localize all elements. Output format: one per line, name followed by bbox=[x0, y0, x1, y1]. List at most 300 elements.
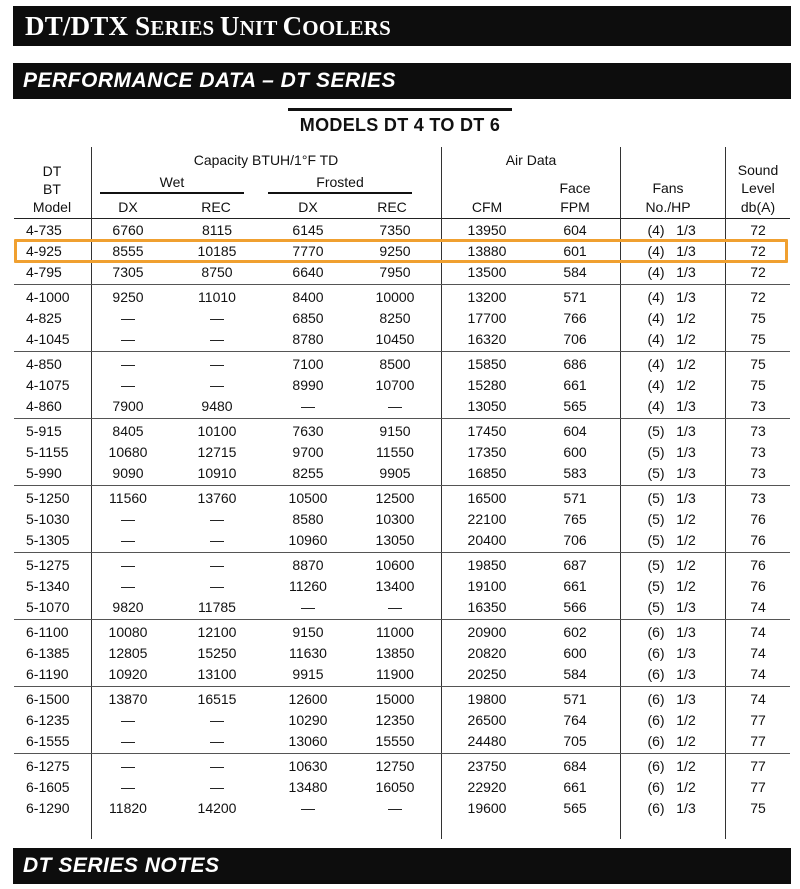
row-group bbox=[14, 555, 790, 618]
cell-fpm: 565 bbox=[563, 800, 587, 816]
cell-fan-count: (6) bbox=[647, 645, 665, 661]
cell-wet-rec: — bbox=[210, 733, 224, 749]
cell-fan-hp: 1/2 bbox=[676, 779, 696, 795]
cell-sound-level: 77 bbox=[750, 712, 766, 728]
header-sound-line1: Sound bbox=[737, 162, 779, 178]
table-row bbox=[14, 308, 790, 329]
cell-frosted-dx: 8780 bbox=[292, 331, 324, 347]
row-group bbox=[14, 421, 790, 484]
page-title: DT/DTX SERIES UNIT COOLERS bbox=[25, 11, 392, 41]
cell-frosted-rec: 12500 bbox=[375, 490, 415, 506]
cell-wet-rec: 9480 bbox=[201, 398, 233, 414]
cell-wet-rec: 15250 bbox=[197, 645, 237, 661]
cell-wet-dx: — bbox=[121, 758, 135, 774]
group-separator bbox=[14, 552, 790, 553]
cell-cfm: 16320 bbox=[467, 331, 507, 347]
header-wet-rec: REC bbox=[201, 199, 231, 215]
table-row bbox=[14, 643, 790, 664]
cell-fan-count: (5) bbox=[647, 557, 665, 573]
cell-cfm: 20820 bbox=[467, 645, 507, 661]
cell-sound-level: 75 bbox=[750, 377, 766, 393]
cell-fan-count: (4) bbox=[647, 398, 665, 414]
cell-fan-hp: 1/2 bbox=[676, 532, 696, 548]
cell-fpm: 566 bbox=[563, 599, 587, 615]
cell-fan-count: (6) bbox=[647, 624, 665, 640]
cell-fan-hp: 1/3 bbox=[676, 645, 696, 661]
table-row bbox=[14, 354, 790, 375]
table-row bbox=[14, 463, 790, 484]
cell-model: 4-1045 bbox=[26, 331, 70, 347]
cell-fpm: 705 bbox=[563, 733, 587, 749]
cell-model: 4-735 bbox=[26, 222, 62, 238]
cell-frosted-dx: 11260 bbox=[289, 578, 327, 594]
cell-wet-dx: 8405 bbox=[112, 423, 144, 439]
cell-fan-count: (6) bbox=[647, 691, 665, 707]
cell-frosted-dx: 9915 bbox=[292, 666, 324, 682]
cell-model: 5-990 bbox=[26, 465, 62, 481]
cell-frosted-rec: 7950 bbox=[379, 264, 411, 280]
cell-fan-count: (4) bbox=[647, 331, 665, 347]
cell-cfm: 17450 bbox=[467, 423, 507, 439]
table-row bbox=[14, 509, 790, 530]
table-row bbox=[14, 421, 790, 442]
table-row bbox=[14, 220, 790, 241]
cell-wet-dx: — bbox=[121, 377, 135, 393]
cell-frosted-rec: 10600 bbox=[375, 557, 415, 573]
cell-fan-hp: 1/3 bbox=[676, 800, 696, 816]
cell-fpm: 600 bbox=[563, 444, 587, 460]
cell-wet-rec: — bbox=[210, 356, 224, 372]
cell-wet-dx: 12805 bbox=[108, 645, 148, 661]
cell-sound-level: 76 bbox=[750, 511, 766, 527]
cell-sound-level: 74 bbox=[750, 691, 766, 707]
cell-fpm: 601 bbox=[563, 243, 587, 259]
cell-fpm: 571 bbox=[563, 691, 587, 707]
cell-wet-dx: 10680 bbox=[108, 444, 148, 460]
cell-sound-level: 73 bbox=[750, 423, 766, 439]
cell-sound-level: 76 bbox=[750, 557, 766, 573]
cell-model: 5-1305 bbox=[26, 532, 70, 548]
header-wet: Wet bbox=[159, 174, 185, 190]
cell-wet-dx: — bbox=[121, 310, 135, 326]
cell-wet-dx: — bbox=[121, 779, 135, 795]
cell-frosted-dx: 10290 bbox=[288, 712, 328, 728]
cell-model: 5-1155 bbox=[26, 444, 69, 460]
wet-underline bbox=[100, 192, 244, 194]
cell-fpm: 565 bbox=[563, 398, 587, 414]
cell-model: 6-1275 bbox=[26, 758, 70, 774]
cell-fan-hp: 1/2 bbox=[676, 557, 696, 573]
cell-fan-count: (5) bbox=[647, 465, 665, 481]
cell-model: 5-1275 bbox=[26, 557, 70, 573]
cell-wet-dx: — bbox=[121, 733, 135, 749]
cell-fpm: 584 bbox=[563, 264, 587, 280]
cell-fan-hp: 1/3 bbox=[676, 398, 696, 414]
cell-sound-level: 72 bbox=[750, 222, 766, 238]
cell-frosted-dx: 6145 bbox=[292, 222, 324, 238]
cell-model: 6-1235 bbox=[26, 712, 70, 728]
header-frosted-dx: DX bbox=[298, 199, 318, 215]
cell-frosted-rec: 16050 bbox=[375, 779, 415, 795]
table-row bbox=[14, 710, 790, 731]
cell-wet-rec: 11010 bbox=[198, 289, 236, 305]
cell-fan-hp: 1/3 bbox=[676, 289, 696, 305]
table-row bbox=[14, 622, 790, 643]
cell-wet-rec: — bbox=[210, 712, 224, 728]
cell-fpm: 571 bbox=[563, 490, 587, 506]
cell-wet-dx: 9090 bbox=[112, 465, 144, 481]
cell-frosted-dx: 7770 bbox=[292, 243, 324, 259]
cell-wet-dx: — bbox=[121, 557, 135, 573]
cell-frosted-rec: — bbox=[388, 398, 402, 414]
cell-frosted-rec: 12350 bbox=[375, 712, 415, 728]
header-air-data: Air Data bbox=[505, 152, 557, 168]
header-sound-line3: db(A) bbox=[740, 199, 776, 215]
cell-sound-level: 72 bbox=[750, 289, 766, 305]
cell-frosted-rec: — bbox=[388, 800, 402, 816]
cell-cfm: 15850 bbox=[467, 356, 507, 372]
cell-frosted-dx: 7630 bbox=[292, 423, 324, 439]
cell-model: 6-1555 bbox=[26, 733, 70, 749]
cell-fan-hp: 1/3 bbox=[676, 666, 696, 682]
header-fans-line1: Fans bbox=[652, 180, 684, 196]
cell-frosted-dx: 8580 bbox=[292, 511, 324, 527]
cell-fpm: 661 bbox=[563, 578, 587, 594]
cell-cfm: 13880 bbox=[467, 243, 507, 259]
cell-sound-level: 72 bbox=[750, 264, 766, 280]
header-cfm: CFM bbox=[471, 199, 503, 215]
cell-frosted-rec: 13050 bbox=[375, 532, 415, 548]
cell-wet-rec: — bbox=[210, 532, 224, 548]
group-separator bbox=[14, 686, 790, 687]
cell-model: 4-925 bbox=[26, 243, 62, 259]
cell-wet-dx: 10080 bbox=[108, 624, 148, 640]
cell-fpm: 661 bbox=[563, 779, 587, 795]
table-row bbox=[14, 442, 790, 463]
table-row bbox=[14, 287, 790, 308]
cell-frosted-rec: 13400 bbox=[375, 578, 415, 594]
cell-frosted-rec: 13850 bbox=[375, 645, 415, 661]
cell-fan-count: (6) bbox=[647, 712, 665, 728]
cell-fan-hp: 1/3 bbox=[676, 599, 696, 615]
cell-fan-count: (6) bbox=[647, 800, 665, 816]
cell-wet-rec: 13100 bbox=[197, 666, 237, 682]
cell-frosted-rec: 11550 bbox=[376, 444, 414, 460]
cell-fpm: 604 bbox=[563, 423, 587, 439]
cell-sound-level: 74 bbox=[750, 624, 766, 640]
cell-model: 4-1000 bbox=[26, 289, 70, 305]
cell-frosted-rec: 11900 bbox=[376, 666, 414, 682]
cell-cfm: 16850 bbox=[467, 465, 507, 481]
table-row bbox=[14, 530, 790, 551]
cell-sound-level: 75 bbox=[750, 331, 766, 347]
cell-sound-level: 74 bbox=[750, 645, 766, 661]
cell-cfm: 20900 bbox=[467, 624, 507, 640]
section-title: PERFORMANCE DATA – DT SERIES bbox=[23, 69, 396, 92]
table-row bbox=[14, 664, 790, 685]
cell-fan-hp: 1/2 bbox=[676, 712, 696, 728]
cell-frosted-rec: 9250 bbox=[379, 243, 411, 259]
cell-cfm: 19600 bbox=[467, 800, 507, 816]
table-row bbox=[14, 597, 790, 618]
cell-frosted-dx: — bbox=[301, 599, 315, 615]
cell-frosted-rec: 10000 bbox=[375, 289, 415, 305]
cell-fan-hp: 1/2 bbox=[676, 578, 696, 594]
group-separator bbox=[14, 284, 790, 285]
cell-fan-hp: 1/3 bbox=[676, 624, 696, 640]
cell-cfm: 19850 bbox=[467, 557, 507, 573]
cell-model: 6-1385 bbox=[26, 645, 70, 661]
cell-fpm: 706 bbox=[563, 331, 587, 347]
cell-fpm: 600 bbox=[563, 645, 587, 661]
cell-fan-hp: 1/3 bbox=[676, 490, 696, 506]
cell-sound-level: 75 bbox=[750, 800, 766, 816]
header-face-line2: FPM bbox=[560, 199, 590, 215]
cell-wet-rec: — bbox=[210, 557, 224, 573]
cell-wet-rec: — bbox=[210, 578, 224, 594]
performance-table bbox=[14, 220, 790, 819]
table-row bbox=[14, 488, 790, 509]
header-model-line1: DT bbox=[42, 163, 62, 179]
cell-sound-level: 72 bbox=[750, 243, 766, 259]
cell-wet-rec: 16515 bbox=[197, 691, 237, 707]
cell-frosted-rec: 8500 bbox=[379, 356, 411, 372]
header-sound-line2: Level bbox=[741, 180, 775, 196]
cell-fan-count: (5) bbox=[647, 532, 665, 548]
cell-wet-rec: — bbox=[210, 331, 224, 347]
cell-fan-hp: 1/2 bbox=[676, 733, 696, 749]
cell-wet-dx: — bbox=[121, 712, 135, 728]
cell-fan-count: (4) bbox=[647, 243, 665, 259]
header-model-line3: Model bbox=[32, 199, 72, 215]
frosted-underline bbox=[268, 192, 412, 194]
cell-fpm: 687 bbox=[563, 557, 587, 573]
cell-wet-dx: — bbox=[121, 532, 135, 548]
cell-frosted-dx: 11630 bbox=[289, 645, 327, 661]
cell-sound-level: 75 bbox=[750, 310, 766, 326]
cell-frosted-rec: 12750 bbox=[375, 758, 415, 774]
cell-cfm: 20250 bbox=[467, 666, 507, 682]
cell-model: 4-860 bbox=[26, 398, 62, 414]
cell-wet-rec: 13760 bbox=[197, 490, 237, 506]
table-row bbox=[14, 777, 790, 798]
header-bottom-rule bbox=[14, 218, 790, 219]
cell-sound-level: 74 bbox=[750, 666, 766, 682]
cell-fan-hp: 1/3 bbox=[676, 465, 696, 481]
cell-wet-rec: — bbox=[210, 758, 224, 774]
row-group bbox=[14, 622, 790, 685]
table-row bbox=[14, 375, 790, 396]
cell-wet-dx: — bbox=[121, 578, 135, 594]
table-row bbox=[14, 555, 790, 576]
cell-frosted-dx: 12600 bbox=[288, 691, 328, 707]
cell-cfm: 15280 bbox=[467, 377, 507, 393]
cell-cfm: 24480 bbox=[467, 733, 507, 749]
cell-fpm: 684 bbox=[563, 758, 587, 774]
title-bar bbox=[13, 6, 791, 46]
header-wet-dx: DX bbox=[118, 199, 138, 215]
table-subtitle-block bbox=[288, 108, 512, 136]
cell-sound-level: 73 bbox=[750, 490, 766, 506]
cell-fan-count: (5) bbox=[647, 423, 665, 439]
table-row bbox=[14, 731, 790, 752]
cell-fan-count: (4) bbox=[647, 377, 665, 393]
table-row bbox=[14, 396, 790, 417]
cell-wet-dx: — bbox=[121, 331, 135, 347]
cell-wet-rec: — bbox=[210, 511, 224, 527]
cell-frosted-dx: 8255 bbox=[292, 465, 324, 481]
cell-wet-dx: 10920 bbox=[108, 666, 148, 682]
cell-frosted-rec: 8250 bbox=[379, 310, 411, 326]
cell-fan-hp: 1/3 bbox=[676, 222, 696, 238]
cell-cfm: 13200 bbox=[467, 289, 507, 305]
cell-fan-count: (4) bbox=[647, 264, 665, 280]
cell-fan-count: (6) bbox=[647, 666, 665, 682]
cell-sound-level: 76 bbox=[750, 578, 766, 594]
cell-fpm: 571 bbox=[563, 289, 587, 305]
cell-frosted-dx: — bbox=[301, 398, 315, 414]
cell-wet-rec: 10910 bbox=[197, 465, 237, 481]
cell-frosted-rec: 15550 bbox=[375, 733, 415, 749]
cell-model: 5-1250 bbox=[26, 490, 70, 506]
cell-model: 5-1070 bbox=[26, 599, 70, 615]
cell-frosted-dx: 10500 bbox=[288, 490, 328, 506]
cell-wet-rec: 10185 bbox=[197, 243, 237, 259]
cell-frosted-rec: 15000 bbox=[375, 691, 415, 707]
cell-frosted-dx: 9150 bbox=[292, 624, 324, 640]
header-frosted-rec: REC bbox=[377, 199, 407, 215]
cell-sound-level: 77 bbox=[750, 758, 766, 774]
cell-model: 6-1605 bbox=[26, 779, 70, 795]
cell-fan-count: (6) bbox=[647, 733, 665, 749]
cell-wet-rec: 12100 bbox=[197, 624, 237, 640]
cell-cfm: 13950 bbox=[467, 222, 507, 238]
cell-fan-hp: 1/3 bbox=[676, 264, 696, 280]
cell-wet-rec: 8750 bbox=[201, 264, 233, 280]
cell-sound-level: 75 bbox=[750, 356, 766, 372]
cell-frosted-dx: 6640 bbox=[292, 264, 324, 280]
cell-cfm: 13500 bbox=[467, 264, 507, 280]
cell-fpm: 706 bbox=[563, 532, 587, 548]
row-group bbox=[14, 689, 790, 752]
cell-cfm: 19100 bbox=[467, 578, 507, 594]
cell-frosted-rec: 9150 bbox=[379, 423, 411, 439]
cell-wet-dx: — bbox=[121, 356, 135, 372]
cell-fan-hp: 1/2 bbox=[676, 377, 696, 393]
group-separator bbox=[14, 485, 790, 486]
notes-header bbox=[13, 848, 791, 884]
cell-cfm: 23750 bbox=[467, 758, 507, 774]
cell-cfm: 17700 bbox=[467, 310, 507, 326]
cell-fan-hp: 1/3 bbox=[676, 691, 696, 707]
cell-fpm: 686 bbox=[563, 356, 587, 372]
cell-wet-rec: 11785 bbox=[198, 599, 236, 615]
cell-frosted-dx: 8400 bbox=[292, 289, 324, 305]
cell-frosted-dx: 10630 bbox=[288, 758, 328, 774]
cell-frosted-dx: 6850 bbox=[292, 310, 324, 326]
table-subtitle: MODELS DT 4 TO DT 6 bbox=[299, 115, 501, 135]
cell-fan-hp: 1/3 bbox=[676, 243, 696, 259]
cell-cfm: 16350 bbox=[467, 599, 507, 615]
table-row bbox=[14, 329, 790, 350]
subtitle-rule bbox=[288, 108, 512, 111]
cell-frosted-rec: 10300 bbox=[375, 511, 415, 527]
cell-wet-rec: — bbox=[210, 377, 224, 393]
cell-fan-count: (4) bbox=[647, 289, 665, 305]
cell-cfm: 22100 bbox=[467, 511, 507, 527]
cell-model: 4-850 bbox=[26, 356, 62, 372]
cell-fan-count: (5) bbox=[647, 578, 665, 594]
cell-model: 6-1100 bbox=[26, 624, 69, 640]
cell-fpm: 583 bbox=[563, 465, 587, 481]
cell-fan-count: (5) bbox=[647, 599, 665, 615]
table-row bbox=[14, 689, 790, 710]
cell-sound-level: 76 bbox=[750, 532, 766, 548]
cell-fpm: 604 bbox=[563, 222, 587, 238]
cell-frosted-dx: 9700 bbox=[292, 444, 324, 460]
cell-frosted-dx: 13480 bbox=[288, 779, 328, 795]
cell-fpm: 765 bbox=[563, 511, 587, 527]
cell-model: 4-825 bbox=[26, 310, 62, 326]
cell-wet-dx: 7305 bbox=[112, 264, 144, 280]
cell-fan-count: (4) bbox=[647, 222, 665, 238]
cell-fan-hp: 1/2 bbox=[676, 310, 696, 326]
cell-fpm: 584 bbox=[563, 666, 587, 682]
cell-model: 5-915 bbox=[26, 423, 62, 439]
cell-frosted-rec: 10450 bbox=[375, 331, 415, 347]
cell-fan-count: (5) bbox=[647, 490, 665, 506]
cell-frosted-rec: 11000 bbox=[376, 624, 414, 640]
cell-model: 5-1030 bbox=[26, 511, 70, 527]
cell-sound-level: 77 bbox=[750, 733, 766, 749]
cell-cfm: 26500 bbox=[467, 712, 507, 728]
cell-wet-dx: 7900 bbox=[112, 398, 144, 414]
cell-wet-dx: 11820 bbox=[109, 800, 147, 816]
cell-wet-dx: 6760 bbox=[112, 222, 144, 238]
cell-fan-count: (5) bbox=[647, 444, 665, 460]
cell-fan-count: (4) bbox=[647, 356, 665, 372]
cell-fan-count: (6) bbox=[647, 779, 665, 795]
row-group bbox=[14, 756, 790, 819]
table-row bbox=[14, 576, 790, 597]
cell-sound-level: 73 bbox=[750, 398, 766, 414]
cell-model: 4-795 bbox=[26, 264, 62, 280]
cell-fan-hp: 1/2 bbox=[676, 511, 696, 527]
cell-cfm: 22920 bbox=[467, 779, 507, 795]
cell-wet-dx: 13870 bbox=[108, 691, 148, 707]
cell-fpm: 661 bbox=[563, 377, 587, 393]
row-group bbox=[14, 488, 790, 551]
table-row bbox=[14, 798, 790, 819]
cell-frosted-dx: 8990 bbox=[292, 377, 324, 393]
cell-wet-rec: 14200 bbox=[197, 800, 237, 816]
cell-fan-count: (4) bbox=[647, 310, 665, 326]
cell-fan-hp: 1/3 bbox=[676, 423, 696, 439]
cell-cfm: 17350 bbox=[467, 444, 507, 460]
group-separator bbox=[14, 753, 790, 754]
cell-wet-rec: — bbox=[210, 310, 224, 326]
cell-model: 6-1290 bbox=[26, 800, 70, 816]
cell-wet-dx: 9250 bbox=[112, 289, 144, 305]
cell-sound-level: 77 bbox=[750, 779, 766, 795]
cell-frosted-dx: — bbox=[301, 800, 315, 816]
cell-frosted-rec: — bbox=[388, 599, 402, 615]
header-frosted: Frosted bbox=[316, 174, 364, 190]
group-separator bbox=[14, 418, 790, 419]
header-capacity: Capacity BTUH/1°F TD bbox=[193, 152, 339, 168]
cell-fan-count: (5) bbox=[647, 511, 665, 527]
group-separator bbox=[14, 351, 790, 352]
